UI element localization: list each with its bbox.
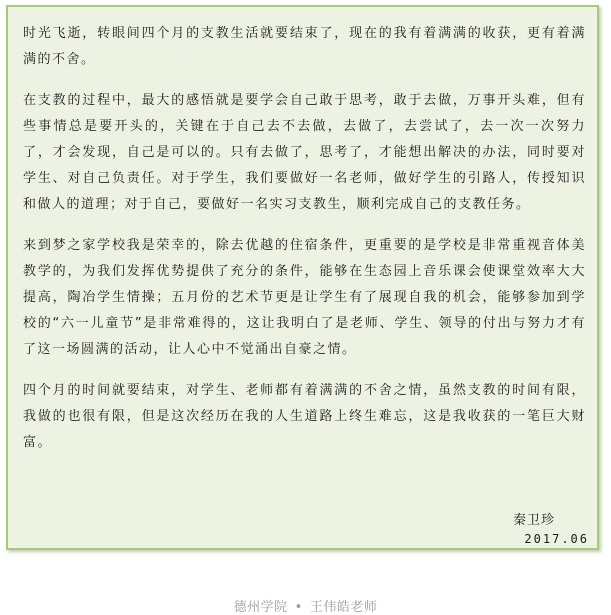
signature-date: 2017.06: [524, 532, 589, 546]
caption-separator: •: [294, 600, 303, 615]
caption-school: 德州学院: [233, 600, 288, 615]
essay-paragraph-3: 来到梦之家学校我是荣幸的，除去优越的住宿条件，更重要的是学校是非常重视音体美教学的，为我们发挥优势提供了充分的条件，能够在生态园上音乐课会使课堂效率大大提高，陶冶学生情操；五月份的艺术节更是让学生有了展现自我的机会，能够参加到学校的“六一儿童节”是非常难得的，这让我明白了是老师、学生、领导的付出与努力才有了这一场圆满的活动，让人心中不觉涌出自豪之情。: [23, 238, 586, 357]
essay-card: [6, 5, 599, 550]
essay-body: [23, 21, 586, 471]
photo-caption: [0, 596, 611, 615]
signature-name: 秦卫珍: [512, 513, 555, 528]
caption-teacher: 王伟皓老师: [309, 600, 378, 615]
essay-paragraph-2: 在支教的过程中，最大的感悟就是要学会自己敢于思考，敢于去做，万事开头难，但有些事情总是要开头的，关键在于自己去不去做，去做了，去尝试了，去一次一次努力了，才会发现，自己是可以的。只有去做了，思考了，才能想出解决的办法，同时要对学生、对自己负责任。对于学生，我们要做好一名老师，做好学生的引路人，传授知识和做人的道理；对于自己，要做好一名实习支教生，顺利完成自己的支教任务。: [23, 93, 586, 212]
essay-paragraph-4: 四个月的时间就要结束，对学生、老师都有着满满的不舍之情，虽然支教的时间有限，我做的也很有限，但是这次经历在我的人生道路上终生难忘，这是我收获的一笔巨大财富。: [23, 383, 586, 450]
essay-paragraph-1: 时光飞逝，转眼间四个月的支教生活就要结束了，现在的我有着满满的收获，更有着满满的不舍。: [23, 26, 586, 67]
